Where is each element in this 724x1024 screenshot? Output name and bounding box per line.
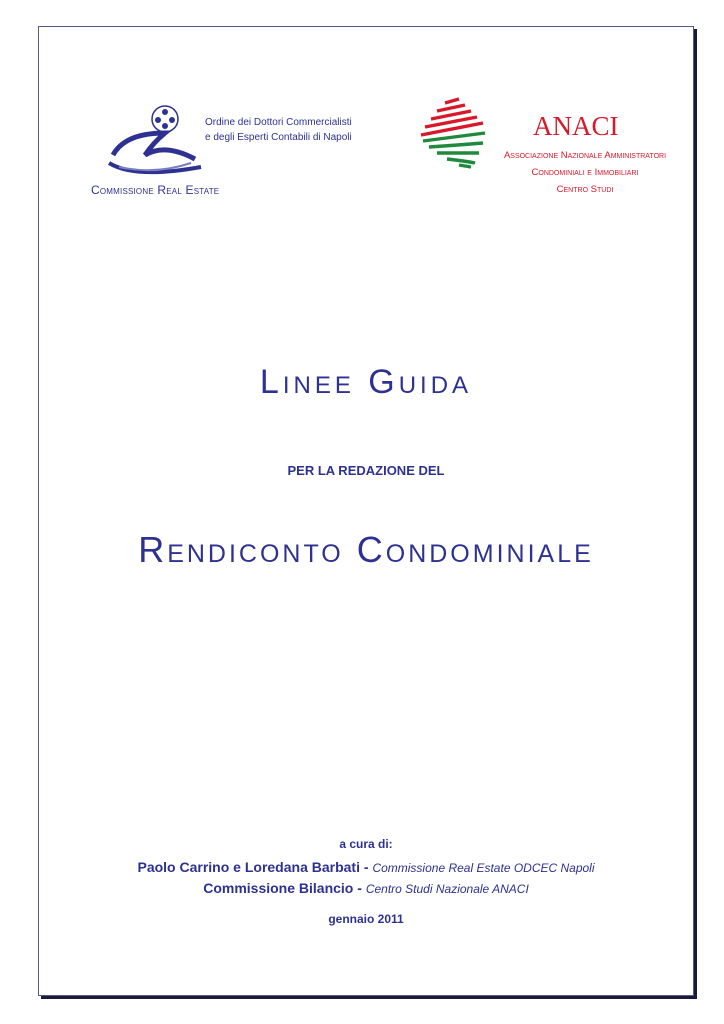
odcec-org-name <box>205 115 352 145</box>
page-frame <box>38 26 694 996</box>
credits-commission-line <box>39 880 693 896</box>
credits-block <box>39 837 693 926</box>
odcec-logo-icon <box>105 103 205 183</box>
credits-authors-line <box>39 859 693 875</box>
document-title: Linee Guida <box>259 363 473 401</box>
odcec-line2: e degli Esperti Contabili di Napoli <box>205 132 352 143</box>
odcec-line1: Ordine dei Dottori Commercialisti <box>205 117 352 128</box>
credits-commission: Commissione Bilancio <box>203 880 354 896</box>
credits-sep1: - <box>359 859 373 875</box>
document-subtitle: PER LA REDAZIONE DEL <box>287 463 445 478</box>
credits-label: a cura di: <box>339 837 393 851</box>
commission-real-estate: Commissione Real Estate <box>91 183 220 197</box>
anaci-line3: Centro Studi <box>556 184 614 195</box>
document-date: gennaio 2011 <box>328 912 404 926</box>
anaci-line2: Condominiali e Immobiliari <box>531 167 639 178</box>
anaci-brand: ANACI <box>533 111 619 141</box>
credits-authors: Paolo Carrino e Loredana Barbati <box>137 859 360 875</box>
anaci-description <box>479 147 691 198</box>
document-title-second: Rendiconto Condominiale <box>138 529 594 570</box>
credits-sep2: - <box>353 880 366 896</box>
credits-commission-affiliation: Centro Studi Nazionale ANACI <box>365 882 529 896</box>
credits-authors-affiliation: Commissione Real Estate ODCEC Napoli <box>372 861 595 875</box>
anaci-line1: Associazione Nazionale Amministratori <box>503 150 667 161</box>
